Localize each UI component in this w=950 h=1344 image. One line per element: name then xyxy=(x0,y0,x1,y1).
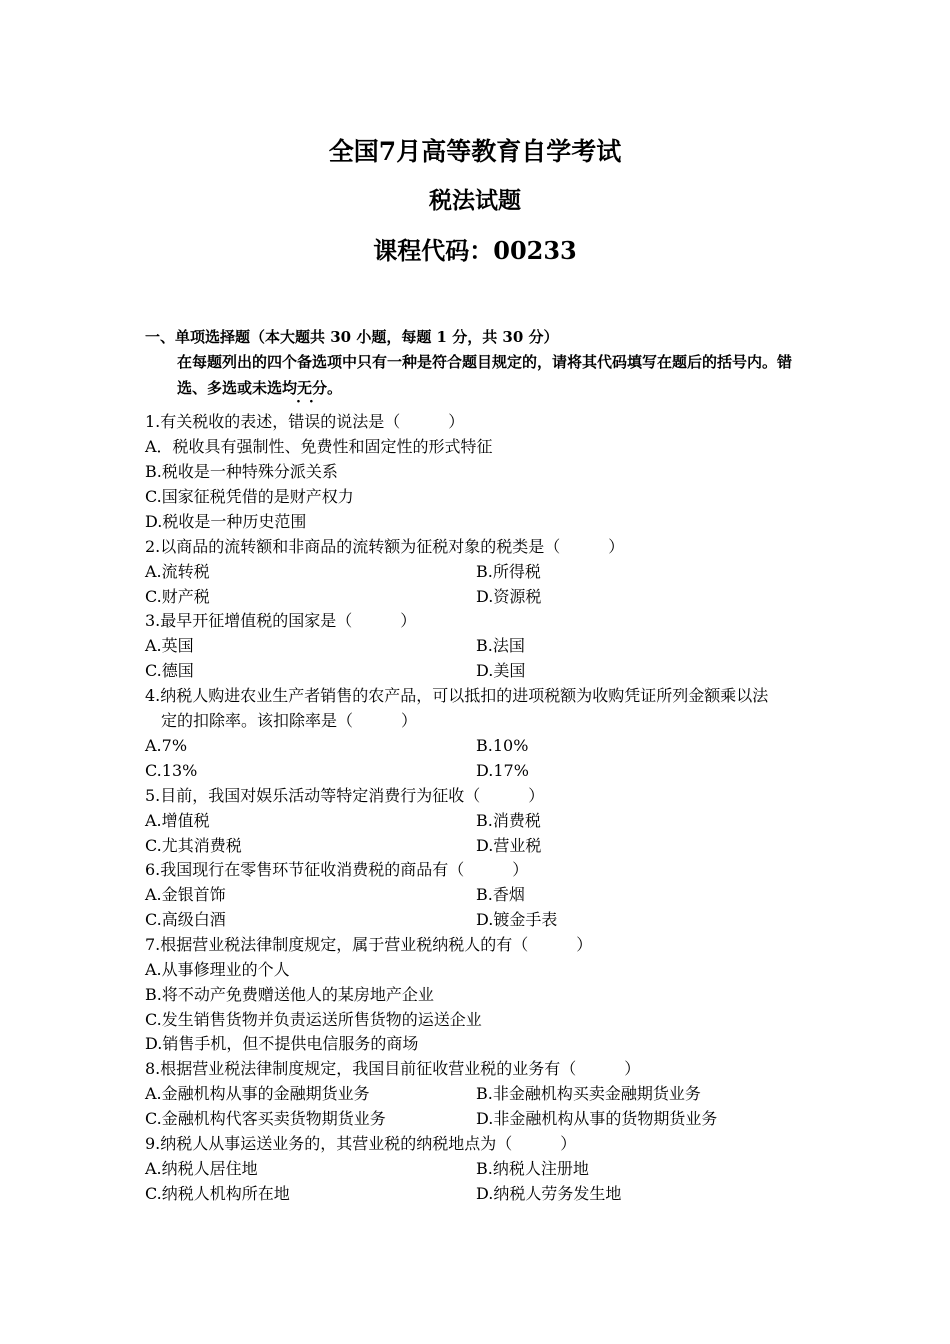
question-9-option-b: B.纳税人注册地 xyxy=(476,1159,589,1178)
course-code: 课程代码：00233 xyxy=(373,236,577,265)
exam-subtitle: 税法试题 xyxy=(429,187,521,214)
question-8-option-c: C.金融机构代客买卖货物期货业务 xyxy=(145,1109,386,1128)
question-3-option-d: D.美国 xyxy=(476,661,526,680)
question-2-option-a: A.流转税 xyxy=(145,562,210,581)
question-4-stem-continued: 定的扣除率。该扣除率是（ ） xyxy=(161,711,418,730)
question-5-option-c: C.尤其消费税 xyxy=(145,836,242,855)
question-4-option-b: B.10% xyxy=(476,736,529,755)
exam-title: 全国7月高等教育自学考试 xyxy=(328,137,622,166)
question-8-option-d: D.非金融机构从事的货物期货业务 xyxy=(476,1109,718,1128)
question-1-option-a: A．税收具有强制性、免费性和固定性的形式特征 xyxy=(145,437,493,456)
question-2-option-c: C.财产税 xyxy=(145,587,210,606)
question-2-option-b: B.所得税 xyxy=(476,562,541,581)
question-2-stem: 2.以商品的流转额和非商品的流转额为征税对象的税类是（ ） xyxy=(145,537,625,556)
question-1-stem: 1.有关税收的表述，错误的说法是（ ） xyxy=(145,412,465,431)
question-8-option-b: B.非金融机构买卖金融期货业务 xyxy=(476,1084,701,1103)
section-instruction: 在每题列出的四个备选项中只有一种是符合题目规定的，请将其代码填写在题后的括号内。错选、多选或未选均无分。 xyxy=(177,353,793,397)
question-7-stem: 7.根据营业税法律制度规定，属于营业税纳税人的有（ ） xyxy=(145,935,593,954)
question-8-option-a: A.金融机构从事的金融期货业务 xyxy=(145,1084,370,1103)
question-7-option-c: C.发生销售货物并负责运送所售货物的运送企业 xyxy=(145,1010,482,1029)
question-6-stem: 6.我国现行在零售环节征收消费税的商品有（ ） xyxy=(145,860,529,879)
emphasis-dots: ·· xyxy=(296,394,322,410)
question-2-option-d: D.资源税 xyxy=(476,587,542,606)
section-heading: 一、单项选择题（本大题共 30 小题，每题 1 分，共 30 分） xyxy=(145,328,559,346)
question-9-option-d: D.纳税人劳务发生地 xyxy=(476,1184,622,1203)
question-9-option-a: A.纳税人居住地 xyxy=(145,1159,258,1178)
question-9-stem: 9.纳税人从事运送业务的，其营业税的纳税地点为（ ） xyxy=(145,1134,577,1153)
question-6-option-c: C.高级白酒 xyxy=(145,910,226,929)
question-1-option-c: C.国家征税凭借的是财产权力 xyxy=(145,487,354,506)
question-3-option-c: C.德国 xyxy=(145,661,194,680)
question-4-option-d: D.17% xyxy=(476,761,529,780)
question-3-stem: 3.最早开征增值税的国家是（ ） xyxy=(145,611,417,630)
question-4-stem: 4.纳税人购进农业生产者销售的农产品，可以抵扣的进项税额为收购凭证所列金额乘以法 xyxy=(145,686,769,705)
question-4-option-c: C.13% xyxy=(145,761,198,780)
question-3-option-a: A.英国 xyxy=(145,636,194,655)
question-6-option-d: D.镀金手表 xyxy=(476,910,558,929)
question-5-option-a: A.增值税 xyxy=(145,811,210,830)
question-4-option-a: A.7% xyxy=(145,736,188,755)
question-8-stem: 8.根据营业税法律制度规定，我国目前征收营业税的业务有（ ） xyxy=(145,1059,641,1078)
question-5-stem: 5.目前，我国对娱乐活动等特定消费行为征收（ ） xyxy=(145,786,545,805)
question-6-option-b: B.香烟 xyxy=(476,885,525,904)
question-6-option-a: A.金银首饰 xyxy=(145,885,226,904)
question-1-option-d: D.税收是一种历史范围 xyxy=(145,512,307,531)
question-5-option-b: B.消费税 xyxy=(476,811,541,830)
question-1-option-b: B.税收是一种特殊分派关系 xyxy=(145,462,338,481)
question-5-option-d: D.营业税 xyxy=(476,836,542,855)
question-3-option-b: B.法国 xyxy=(476,636,525,655)
question-7-option-d: D.销售手机，但不提供电信服务的商场 xyxy=(145,1034,419,1053)
question-9-option-c: C.纳税人机构所在地 xyxy=(145,1184,290,1203)
question-7-option-b: B.将不动产免费赠送他人的某房地产企业 xyxy=(145,985,434,1004)
question-7-option-a: A.从事修理业的个人 xyxy=(145,960,290,979)
